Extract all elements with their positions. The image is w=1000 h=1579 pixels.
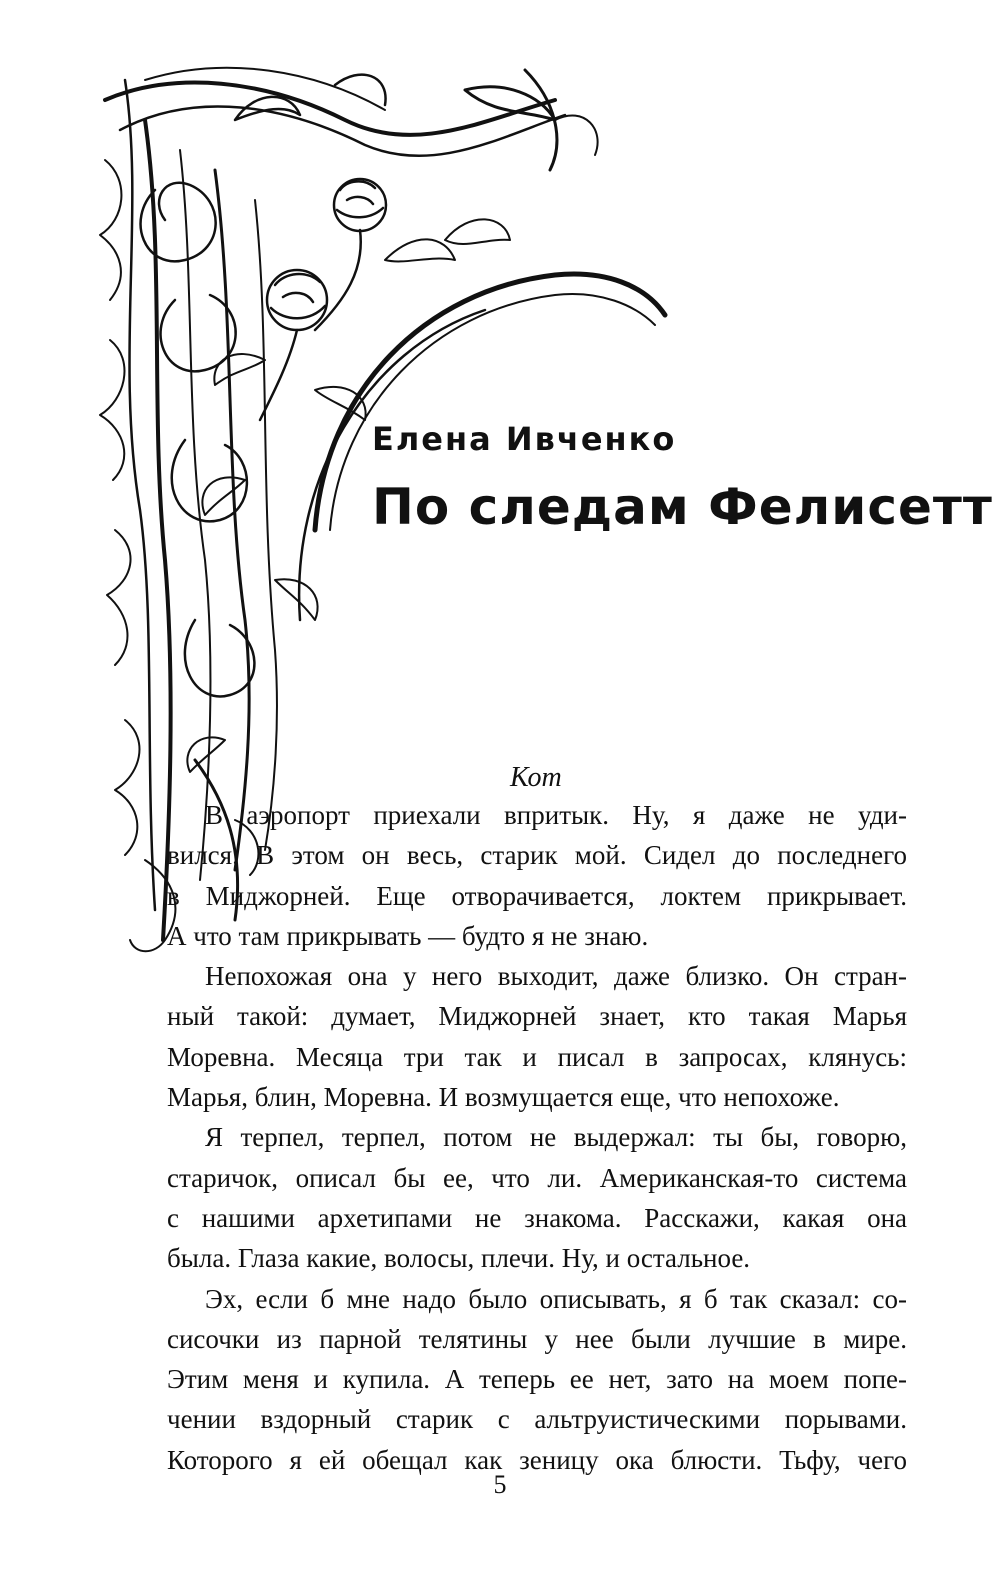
chapter-heading: Кот <box>510 762 562 793</box>
text-line: сисочки из парной телятины у нее были лучшие в мире. <box>167 1323 907 1354</box>
text-line: Эх, если б мне надо было описывать, я б так сказал: со- <box>205 1283 907 1314</box>
text-line: ный такой: думает, Миджорней знает, кто такая Марья <box>167 1001 907 1032</box>
body-text <box>167 795 907 1480</box>
text-line: В аэропорт приехали впритык. Ну, я даже не уди- <box>205 800 907 830</box>
text-line: Я терпел, терпел, потом не выдержал: ты бы, говорю, <box>205 1122 907 1153</box>
text-line: с нашими архетипами не знакома. Расскажи, какая она <box>167 1202 907 1233</box>
story-title: По следам Фелисетт <box>372 478 993 536</box>
text-line: Которого я ей обещал как зеницу ока блюсти. Тьфу, чего <box>167 1444 907 1475</box>
text-line: Этим меня и купила. А теперь ее нет, зато на моем попе- <box>167 1364 907 1395</box>
text-line: вился. В этом он весь, старик мой. Сидел до последнего <box>167 840 907 871</box>
text-line: Непохожая она у него выходит, даже близко. Он стран- <box>205 961 907 992</box>
text-line: была. Глаза какие, волосы, плечи. Ну, и остальное. <box>167 1243 751 1274</box>
page-number: 5 <box>493 1470 507 1499</box>
text-line: Моревна. Месяца три так и писал в запросах, клянусь: <box>167 1041 907 1072</box>
text-line: А что там прикрывать — будто я не знаю. <box>167 920 649 951</box>
text-line: Марья, блин, Моревна. И возмущается еще, что непохоже. <box>167 1082 840 1113</box>
text-line: чении вздорный старик с альтруистическими порывами. <box>167 1404 907 1435</box>
text-line: старичок, описал бы ее, что ли. Американская-то система <box>167 1162 907 1193</box>
text-line: в Миджорней. Еще отворачивается, локтем прикрывает. <box>167 880 907 911</box>
author-name: Елена Ивченко <box>372 420 677 458</box>
